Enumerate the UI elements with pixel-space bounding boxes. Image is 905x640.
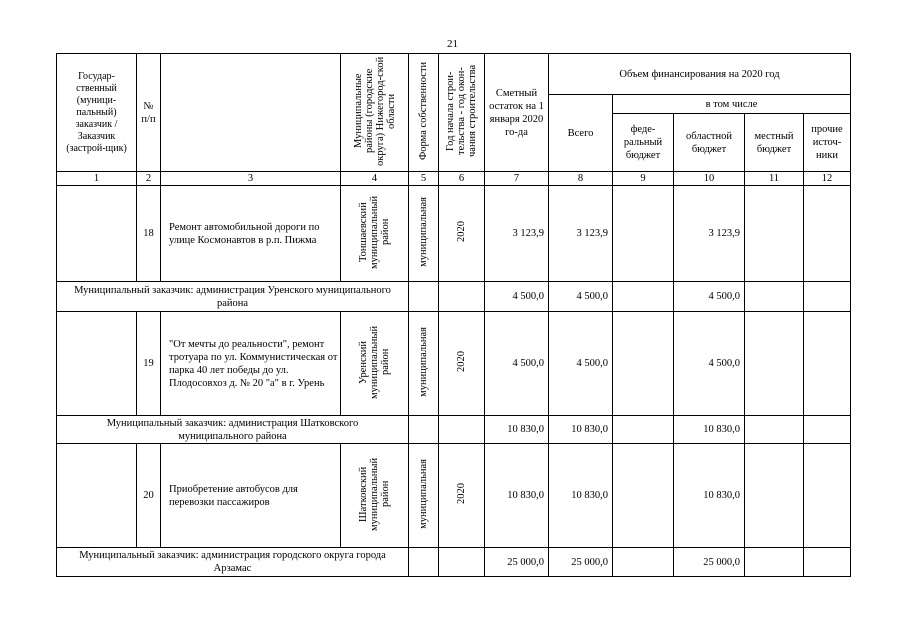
header-row-1 (57, 54, 851, 95)
empty-cell (439, 548, 485, 577)
year-cell (439, 186, 485, 282)
federal-value (613, 444, 674, 548)
col-num: 11 (745, 172, 804, 186)
local-value (745, 282, 804, 312)
total-value: 25 000,0 (549, 548, 613, 577)
local-value (745, 444, 804, 548)
customer-cell (57, 186, 137, 282)
header-financing-group: Объем финансирования на 2020 год (549, 54, 851, 95)
empty-cell (409, 416, 439, 444)
total-value: 3 123,9 (549, 186, 613, 282)
empty-cell (409, 282, 439, 312)
header-including: в том числе (613, 95, 851, 114)
regional-value: 25 000,0 (674, 548, 745, 577)
district-cell (341, 186, 409, 282)
district-text: Тоншаевский муниципальный район (358, 194, 391, 269)
col-num: 1 (57, 172, 137, 186)
customer-cell (57, 444, 137, 548)
object-name: Приобретение автобусов для перевозки пассажиров (161, 444, 341, 548)
table-row (57, 444, 851, 548)
total-value: 10 830,0 (549, 444, 613, 548)
year-text: 2020 (456, 221, 467, 242)
ownership-text: муниципальная (418, 326, 429, 397)
object-name: Ремонт автомобильной дороги по улице Космонавтов в р.п. Пижма (161, 186, 341, 282)
header-customer: Государ-ственный (муници-пальный) заказчик / Заказчик (застрой-щик) (57, 54, 137, 172)
header-total: Всего (549, 95, 613, 172)
local-value (745, 416, 804, 444)
ownership-cell (409, 312, 439, 416)
federal-value (613, 416, 674, 444)
col-num: 4 (341, 172, 409, 186)
customer-label: Муниципальный заказчик: администрация Уренского муниципального района (57, 282, 409, 312)
federal-value (613, 282, 674, 312)
header-ownership-text: Форма собственности (418, 61, 429, 160)
header-estimate: Сметный остаток на 1 января 2020 го-да (485, 54, 549, 172)
empty-cell (439, 416, 485, 444)
customer-label: Муниципальный заказчик: администрация Шатковского муниципального района (57, 416, 409, 444)
customer-cell (57, 312, 137, 416)
header-object (161, 54, 341, 172)
col-num: 7 (485, 172, 549, 186)
object-name: "От мечты до реальности", ремонт тротуара по ул. Коммунистическая от парка 40 лет победы до ул. Плодосовхоз д. № 20 "а" в г. Урень (161, 312, 341, 416)
table-row (57, 312, 851, 416)
header-district-text: Муниципальные районы (городские округа) Нижегород-ской области (352, 55, 397, 166)
federal-value (613, 312, 674, 416)
ownership-cell (409, 444, 439, 548)
estimate-value: 25 000,0 (485, 548, 549, 577)
other-value (804, 312, 851, 416)
page-number: 21 (447, 38, 458, 50)
customer-row (57, 548, 851, 577)
district-text: Уренский муниципальный район (358, 324, 391, 399)
col-num: 10 (674, 172, 745, 186)
column-number-row (57, 172, 851, 186)
ownership-cell (409, 186, 439, 282)
estimate-value: 3 123,9 (485, 186, 549, 282)
header-local: местный бюджет (745, 114, 804, 172)
header-years-text: Год начала строи-тельства - год окон-чания строительства (445, 64, 478, 157)
header-other: прочие источ-ники (804, 114, 851, 172)
district-text: Шатковский муниципальный район (358, 456, 391, 531)
local-value (745, 548, 804, 577)
other-value (804, 416, 851, 444)
total-value: 10 830,0 (549, 416, 613, 444)
regional-value: 10 830,0 (674, 444, 745, 548)
empty-cell (439, 282, 485, 312)
other-value (804, 282, 851, 312)
year-cell (439, 312, 485, 416)
row-number: 18 (137, 186, 161, 282)
estimate-value: 4 500,0 (485, 282, 549, 312)
local-value (745, 312, 804, 416)
header-number: № п/п (137, 54, 161, 172)
row-number: 19 (137, 312, 161, 416)
customer-row (57, 282, 851, 312)
customer-label: Муниципальный заказчик: администрация городского округа города Арзамас (57, 548, 409, 577)
regional-value: 3 123,9 (674, 186, 745, 282)
header-district (341, 54, 409, 172)
year-text: 2020 (456, 351, 467, 372)
other-value (804, 444, 851, 548)
header-regional: областной бюджет (674, 114, 745, 172)
table-row (57, 186, 851, 282)
federal-value (613, 548, 674, 577)
financing-table (56, 53, 851, 577)
row-number: 20 (137, 444, 161, 548)
estimate-value: 4 500,0 (485, 312, 549, 416)
col-num: 2 (137, 172, 161, 186)
empty-cell (409, 548, 439, 577)
header-years (439, 54, 485, 172)
col-num: 6 (439, 172, 485, 186)
col-num: 9 (613, 172, 674, 186)
ownership-text: муниципальная (418, 458, 429, 529)
header-federal: феде-ральный бюджет (613, 114, 674, 172)
total-value: 4 500,0 (549, 282, 613, 312)
other-value (804, 548, 851, 577)
regional-value: 10 830,0 (674, 416, 745, 444)
estimate-value: 10 830,0 (485, 416, 549, 444)
district-cell (341, 444, 409, 548)
federal-value (613, 186, 674, 282)
col-num: 5 (409, 172, 439, 186)
other-value (804, 186, 851, 282)
col-num: 3 (161, 172, 341, 186)
header-ownership (409, 54, 439, 172)
district-cell (341, 312, 409, 416)
year-cell (439, 444, 485, 548)
regional-value: 4 500,0 (674, 282, 745, 312)
local-value (745, 186, 804, 282)
col-num: 12 (804, 172, 851, 186)
col-num: 8 (549, 172, 613, 186)
regional-value: 4 500,0 (674, 312, 745, 416)
estimate-value: 10 830,0 (485, 444, 549, 548)
customer-row (57, 416, 851, 444)
total-value: 4 500,0 (549, 312, 613, 416)
ownership-text: муниципальная (418, 196, 429, 267)
year-text: 2020 (456, 483, 467, 504)
